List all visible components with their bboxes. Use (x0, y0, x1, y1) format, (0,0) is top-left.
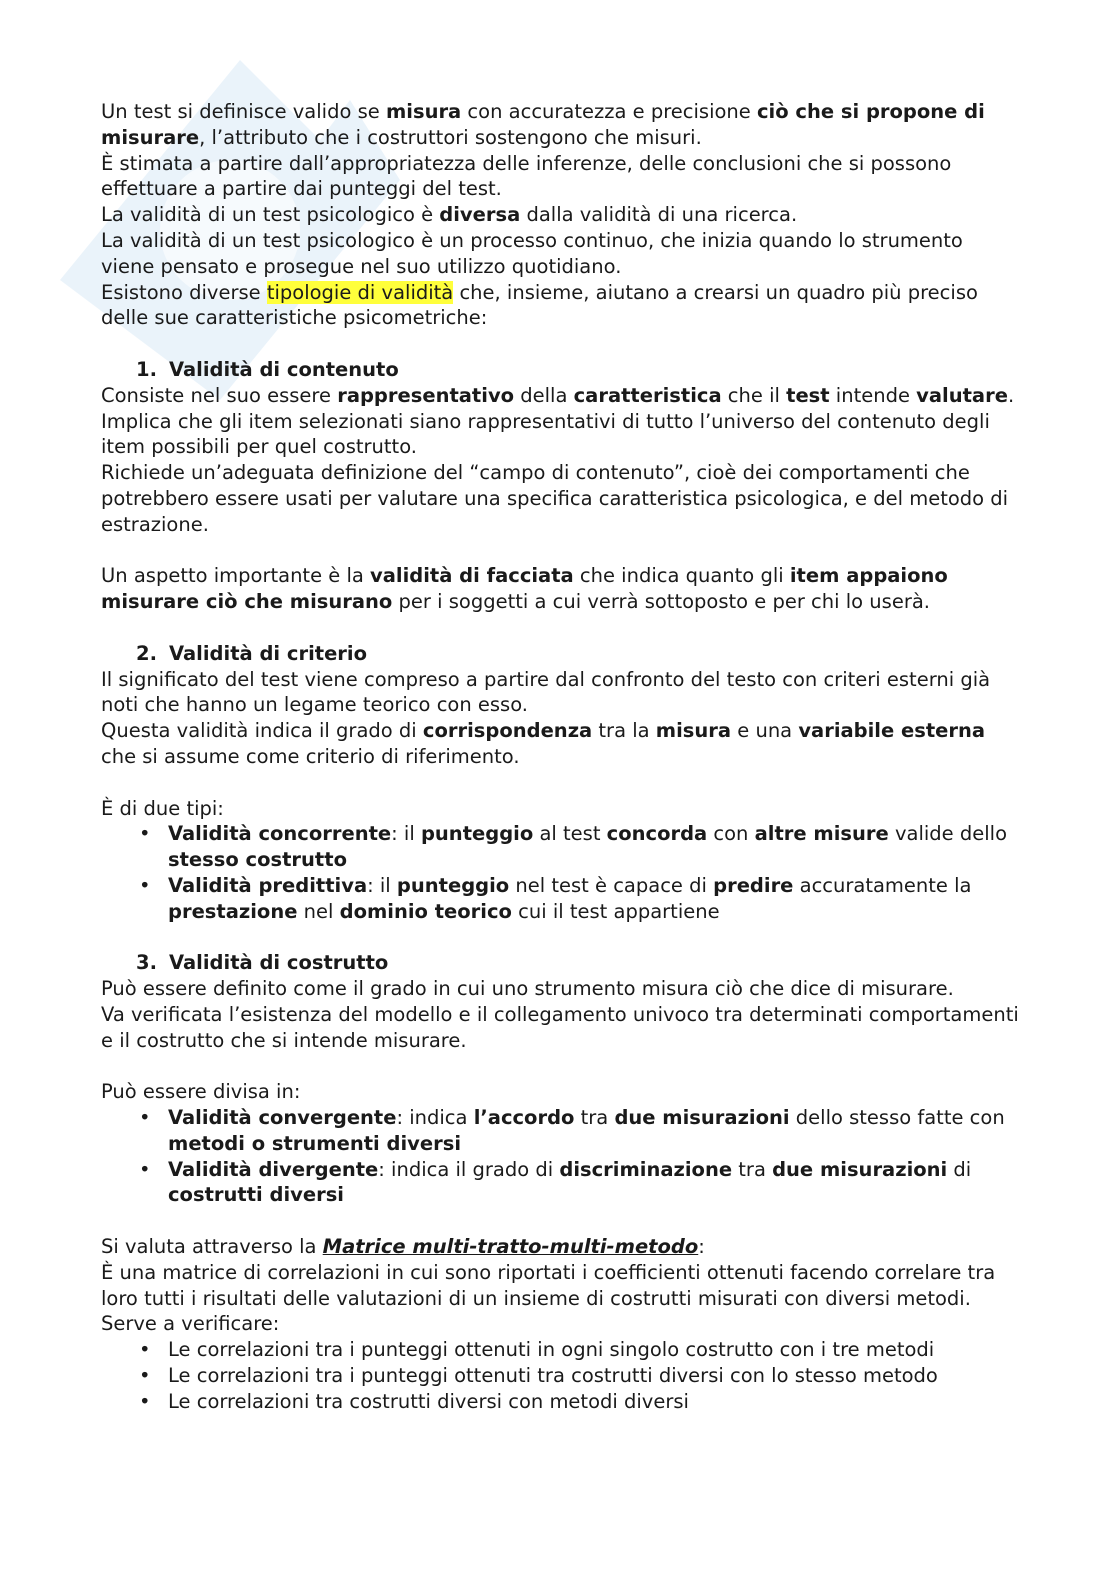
section-2-heading: 2. Validità di criterio (136, 641, 367, 665)
bullet-icon: • (139, 822, 151, 846)
document-page (101, 99, 1021, 1415)
section-2-paragraph-2: Questa validità indica il grado di corrispondenza tra la misura e una variabile esterna che si assume come criterio di riferimento. (101, 719, 986, 768)
list-item: • Validità predittiva: il punteggio nel test è capace di predire accuratamente la prestazione nel dominio teorico cui il test appartiene (139, 873, 972, 923)
bullet-icon: • (139, 873, 151, 897)
intro-paragraph-5: Esistono diverse tipologie di validità che, insieme, aiutano a crearsi un quadro più preciso delle sue caratteristiche psicometriche: (101, 280, 978, 330)
list-item: • Le correlazioni tra costrutti diversi con metodi diversi (139, 1389, 689, 1413)
matrix-term: Matrice multi-tratto-multi-metodo (322, 1235, 699, 1259)
section-1-paragraph-1: Consiste nel suo essere rappresentativo della caratteristica che il test intende valutare. (101, 383, 1015, 407)
section-3-bullet-list (101, 1105, 1021, 1208)
section-3-heading: 3. Validità di costrutto (136, 951, 389, 975)
section-3-verify-list (101, 1337, 1021, 1414)
section-1-heading: 1. Validità di contenuto (136, 357, 399, 381)
list-item: • Validità concorrente: il punteggio al test concorda con altre misure valide dello stesso costrutto (139, 822, 1008, 872)
list-item: • Validità convergente: indica l’accordo tra due misurazioni dello stesso fatte con metodi o strumenti diversi (139, 1106, 1005, 1155)
intro-paragraph-2: È stimata a partire dall’appropriatezza delle inferenze, delle conclusioni che si possono effettuare a partire dai punteggi del test. (101, 151, 952, 201)
bullet-icon: • (139, 1157, 151, 1181)
list-item: • Le correlazioni tra i punteggi ottenuti tra costrutti diversi con lo stesso metodo (139, 1364, 938, 1388)
section-3-paragraph-1: Può essere definito come il grado in cui uno strumento misura ciò che dice di misurare. (101, 977, 954, 1001)
section-3-paragraph-5: È una matrice di correlazioni in cui sono riportati i coefficienti ottenuti facendo correlare tra loro tutti i risultati delle valutazioni di un insieme di costrutti misurati con diversi metodi. (101, 1260, 996, 1310)
section-3-paragraph-6: Serve a verificare: (101, 1312, 280, 1336)
section-1-paragraph-3: Richiede un’adeguata definizione del “campo di contenuto”, cioè dei comportamenti che potrebbero essere usati per valutare una specifica caratteristica psicologica, e del metodo di estrazione. (101, 461, 1009, 536)
section-3-paragraph-2: Va verificata l’esistenza del modello e il collegamento univoco tra determinati comportamenti e il costrutto che si intende misurare. (101, 1002, 1019, 1052)
section-1-paragraph-2: Implica che gli item selezionati siano rappresentativi di tutto l’universo del contenuto degli item possibili per quel costrutto. (101, 409, 990, 459)
list-item: • Validità divergente: indica il grado di discriminazione tra due misurazioni di costrutti diversi (139, 1157, 972, 1207)
section-3-paragraph-4: Si valuta attraverso la Matrice multi-tratto-multi-metodo: (101, 1235, 705, 1259)
intro-paragraph-1: Un test si definisce valido se misura con accuratezza e precisione ciò che si propone di misurare, l’attributo che i costruttori sostengono che misuri. (101, 100, 985, 149)
highlighted-text: tipologie di validità (266, 280, 454, 304)
intro-paragraph-3: La validità di un test psicologico è diversa dalla validità di una ricerca. (101, 203, 798, 227)
section-3-paragraph-3: Può essere divisa in: (101, 1080, 301, 1104)
section-2-bullet-list (101, 821, 1021, 924)
bullet-icon: • (139, 1364, 151, 1388)
section-1-paragraph-4: Un aspetto importante è la validità di facciata che indica quanto gli item appaiono misurare ciò che misurano per i soggetti a cui verrà sottoposto e per chi lo userà. (101, 564, 948, 614)
intro-paragraph-4: La validità di un test psicologico è un processo continuo, che inizia quando lo strumento viene pensato e prosegue nel suo utilizzo quotidiano. (101, 228, 963, 278)
bullet-icon: • (139, 1106, 151, 1130)
bullet-icon: • (139, 1389, 151, 1413)
section-2-paragraph-1: Il significato del test viene compreso a partire dal confronto del testo con criteri esterni già noti che hanno un legame teorico con esso. (101, 667, 991, 717)
bullet-icon: • (139, 1338, 151, 1362)
list-item: • Le correlazioni tra i punteggi ottenuti in ogni singolo costrutto con i tre metodi (139, 1338, 935, 1362)
section-2-paragraph-3: È di due tipi: (101, 796, 224, 820)
